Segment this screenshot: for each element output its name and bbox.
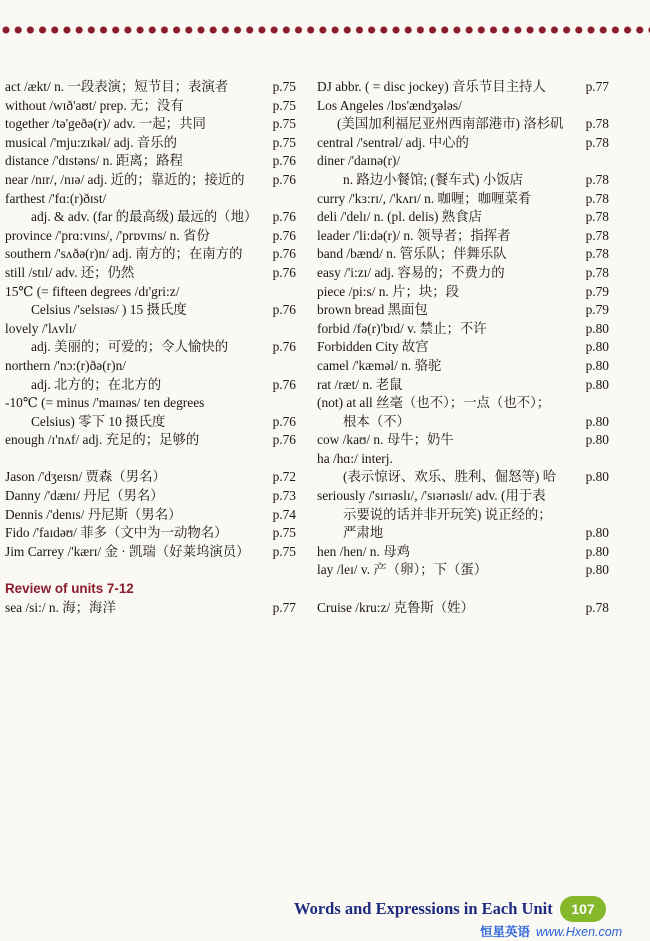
vocab-entry bbox=[5, 376, 296, 395]
vocab-entry bbox=[317, 431, 609, 450]
spacer-row bbox=[5, 561, 296, 580]
entry-text: Fido /'faɪdəʊ/ 菲多（文中为一动物名） bbox=[5, 525, 228, 541]
entry-page-ref: p.78 bbox=[585, 116, 609, 132]
entry-page-ref: p.79 bbox=[585, 302, 609, 318]
entry-text: 根本（不） bbox=[343, 413, 410, 429]
entry-text: 示要说的话并非开玩笑) 说正经的； bbox=[343, 506, 552, 522]
vocab-entry bbox=[5, 524, 296, 543]
entry-page-ref: p.78 bbox=[585, 227, 609, 243]
entry-page-ref: p.76 bbox=[272, 432, 296, 448]
entry-text: Dennis /'denɪs/ 丹尼斯（男名） bbox=[5, 506, 182, 522]
entry-text: distance /'dɪstəns/ n. 距离；路程 bbox=[5, 153, 183, 169]
entry-text: camel /'kæməl/ n. 骆驼 bbox=[317, 357, 442, 373]
right-word-column bbox=[317, 78, 609, 617]
entry-page-ref: p.76 bbox=[272, 171, 296, 187]
entry-page-ref: p.78 bbox=[585, 264, 609, 280]
vocab-entry bbox=[317, 394, 609, 413]
entry-text: lovely /'lʌvlɪ/ bbox=[5, 320, 77, 336]
entry-page-ref: p.78 bbox=[585, 171, 609, 187]
entry-text: act /ækt/ n. 一段表演；短节目；表演者 bbox=[5, 79, 229, 94]
entry-page-ref: p.78 bbox=[585, 134, 609, 150]
entry-text: near /nɪr/, /nɪə/ adj. 近的；靠近的；接近的 bbox=[5, 171, 245, 187]
entry-page-ref: p.73 bbox=[272, 488, 296, 504]
entry-page-ref: p.76 bbox=[272, 153, 296, 169]
entry-page-ref: p.80 bbox=[585, 543, 609, 559]
vocab-entry bbox=[317, 190, 609, 209]
entry-text: hen /hen/ n. 母鸡 bbox=[317, 543, 410, 559]
entry-text: (美国加利福尼亚州西南部港市) 洛杉矶 bbox=[337, 116, 564, 132]
entry-text: enough /ɪ'nʌf/ adj. 充足的；足够的 bbox=[5, 432, 200, 448]
entry-text: Jim Carrey /'kærɪ/ 金 · 凯瑞（好莱坞演员） bbox=[5, 543, 250, 559]
vocab-entry bbox=[317, 524, 609, 543]
vocab-entry bbox=[5, 394, 296, 413]
entry-text: Celsius /'selsɪəs/ ) 15 摄氏度 bbox=[31, 302, 187, 318]
vocab-entry bbox=[317, 450, 609, 469]
entry-text: Danny /'dænɪ/ 丹尼（男名） bbox=[5, 488, 164, 504]
vocab-entry bbox=[317, 227, 609, 246]
entry-page-ref: p.80 bbox=[585, 469, 609, 485]
entry-text: (表示惊讶、欢乐、胜利、倔怒等) 哈 bbox=[343, 469, 557, 485]
entry-page-ref: p.76 bbox=[272, 264, 296, 280]
spacer-row bbox=[317, 580, 609, 599]
entry-text: still /stɪl/ adv. 还；仍然 bbox=[5, 264, 135, 280]
vocab-entry bbox=[5, 115, 296, 134]
entry-text: 严肃地 bbox=[343, 525, 384, 541]
vocab-entry bbox=[5, 190, 296, 209]
entry-text: Los Angeles /lɒs'ændʒələs/ bbox=[317, 97, 462, 113]
entry-page-ref: p.76 bbox=[272, 209, 296, 225]
entry-page-ref: p.76 bbox=[272, 246, 296, 262]
vocab-entry bbox=[317, 97, 609, 116]
entry-page-ref: p.76 bbox=[272, 376, 296, 392]
left-word-column bbox=[5, 78, 296, 617]
entry-page-ref: p.77 bbox=[585, 79, 609, 94]
entry-text: musical /'mju:zɪkəl/ adj. 音乐的 bbox=[5, 134, 177, 150]
vocab-entry bbox=[5, 320, 296, 339]
vocab-entry bbox=[5, 264, 296, 283]
vocab-entry bbox=[5, 134, 296, 153]
vocab-entry bbox=[317, 78, 609, 97]
vocab-entry bbox=[5, 543, 296, 562]
vocab-entry bbox=[317, 320, 609, 339]
entry-page-ref: p.79 bbox=[585, 283, 609, 299]
vocab-entry bbox=[5, 357, 296, 376]
vocab-entry bbox=[5, 506, 296, 525]
entry-page-ref: p.75 bbox=[272, 134, 296, 150]
entry-page-ref: p.74 bbox=[272, 506, 296, 522]
entry-text: adj. & adv. (far 的最高级) 最远的（地） bbox=[31, 209, 258, 225]
vocab-entry bbox=[317, 301, 609, 320]
entry-text: sea /si:/ n. 海；海洋 bbox=[5, 599, 116, 615]
entry-text: deli /'delɪ/ n. (pl. delis) 熟食店 bbox=[317, 209, 482, 225]
vocab-entry bbox=[317, 208, 609, 227]
entry-text: Celsius) 零下 10 摄氏度 bbox=[31, 413, 166, 429]
entry-page-ref: p.75 bbox=[272, 116, 296, 132]
vocab-entry bbox=[317, 134, 609, 153]
entry-text: Cruise /kru:z/ 克鲁斯（姓） bbox=[317, 599, 474, 615]
entry-page-ref: p.80 bbox=[585, 320, 609, 336]
vocab-entry bbox=[317, 413, 609, 432]
entry-text: easy /'i:zɪ/ adj. 容易的；不费力的 bbox=[317, 264, 505, 280]
entry-text: band /bænd/ n. 管乐队；伴舞乐队 bbox=[317, 246, 507, 262]
entry-text: brown bread 黑面包 bbox=[317, 302, 428, 318]
section-heading: Review of units 7-12 bbox=[5, 581, 134, 597]
vocab-entry bbox=[317, 115, 609, 134]
section-heading-row bbox=[5, 580, 296, 599]
entry-page-ref: p.77 bbox=[272, 599, 296, 615]
entry-page-ref: p.80 bbox=[585, 357, 609, 373]
entry-text: curry /'kɜ:rɪ/, /'kʌrɪ/ n. 咖喱；咖喱菜肴 bbox=[317, 190, 532, 206]
entry-text: northern /'nɔ:(r)ðə(r)n/ bbox=[5, 357, 127, 373]
entry-text: Forbidden City 故宫 bbox=[317, 339, 429, 355]
vocab-entry bbox=[317, 599, 609, 618]
vocab-entry bbox=[5, 78, 296, 97]
vocab-entry bbox=[317, 171, 609, 190]
entry-text: DJ abbr. ( = disc jockey) 音乐节目主持人 bbox=[317, 79, 546, 94]
vocab-entry bbox=[5, 283, 296, 302]
entry-text: cow /kaʊ/ n. 母牛；奶牛 bbox=[317, 432, 454, 448]
entry-text: southern /'sʌðə(r)n/ adj. 南方的；在南方的 bbox=[5, 246, 243, 262]
entry-page-ref: p.76 bbox=[272, 227, 296, 243]
entry-text: without /wɪð'aʊt/ prep. 无；没有 bbox=[5, 97, 184, 113]
page-number-badge: 107 bbox=[560, 896, 606, 922]
entry-page-ref: p.80 bbox=[585, 562, 609, 578]
entry-page-ref: p.76 bbox=[272, 302, 296, 318]
entry-page-ref: p.78 bbox=[585, 599, 609, 615]
entry-text: central /'sentrəl/ adj. 中心的 bbox=[317, 134, 469, 150]
vocab-entry bbox=[5, 208, 296, 227]
entry-page-ref: p.76 bbox=[272, 413, 296, 429]
vocab-entry bbox=[5, 152, 296, 171]
vocab-entry bbox=[317, 283, 609, 302]
vocab-entry bbox=[5, 431, 296, 450]
vocab-entry bbox=[317, 338, 609, 357]
spacer-row bbox=[5, 450, 296, 469]
entry-page-ref: p.78 bbox=[585, 246, 609, 262]
entry-text: adj. 美丽的；可爱的；令人愉快的 bbox=[31, 339, 229, 355]
vocab-entry bbox=[317, 487, 609, 506]
vocab-entry bbox=[317, 245, 609, 264]
entry-page-ref: p.78 bbox=[585, 190, 609, 206]
entry-page-ref: p.75 bbox=[272, 525, 296, 541]
entry-text: piece /pi:s/ n. 片；块；段 bbox=[317, 283, 460, 299]
entry-text: n. 路边小餐馆; (餐车式) 小饭店 bbox=[343, 171, 524, 187]
entry-page-ref: p.75 bbox=[272, 97, 296, 113]
vocab-entry bbox=[5, 338, 296, 357]
entry-page-ref: p.80 bbox=[585, 376, 609, 392]
vocab-entry bbox=[5, 468, 296, 487]
entry-text: 15℃ (= fifteen degrees /dɪ'gri:z/ bbox=[5, 283, 180, 299]
vocab-entry bbox=[5, 97, 296, 116]
watermark bbox=[480, 922, 622, 940]
entry-text: province /'prɑ:vɪns/, /'prɒvɪns/ n. 省份 bbox=[5, 227, 210, 243]
vocab-entry bbox=[317, 357, 609, 376]
entry-text: together /tə'geðə(r)/ adv. 一起；共同 bbox=[5, 116, 206, 132]
entry-page-ref: p.80 bbox=[585, 432, 609, 448]
vocab-entry bbox=[317, 561, 609, 580]
entry-page-ref: p.80 bbox=[585, 339, 609, 355]
decorative-dot-border bbox=[0, 25, 650, 35]
entry-page-ref: p.75 bbox=[272, 543, 296, 559]
entry-text: leader /'li:də(r)/ n. 领导者；指挥者 bbox=[317, 227, 511, 243]
entry-page-ref: p.76 bbox=[272, 339, 296, 355]
vocab-entry bbox=[317, 543, 609, 562]
vocab-entry bbox=[5, 171, 296, 190]
vocab-entry bbox=[317, 264, 609, 283]
entry-page-ref: p.78 bbox=[585, 209, 609, 225]
entry-text: adj. 北方的；在北方的 bbox=[31, 376, 162, 392]
vocab-entry bbox=[5, 301, 296, 320]
vocab-entry bbox=[317, 152, 609, 171]
entry-page-ref: p.80 bbox=[585, 525, 609, 541]
entry-text: -10℃ (= minus /'maɪnəs/ ten degrees bbox=[5, 395, 205, 411]
vocab-entry bbox=[5, 599, 296, 618]
footer-title: Words and Expressions in Each Unit bbox=[294, 899, 553, 918]
vocab-entry bbox=[317, 506, 609, 525]
entry-text: Jason /'dʒeɪsn/ 贾森（男名） bbox=[5, 469, 166, 485]
entry-page-ref: p.75 bbox=[272, 79, 296, 94]
vocab-entry bbox=[5, 487, 296, 506]
vocab-entry bbox=[5, 227, 296, 246]
vocab-entry bbox=[317, 468, 609, 487]
entry-text: farthest /'fɑ:(r)ðɪst/ bbox=[5, 190, 107, 206]
entry-text: rat /ræt/ n. 老鼠 bbox=[317, 376, 403, 392]
entry-text: lay /leɪ/ v. 产（卵）；下（蛋） bbox=[317, 562, 488, 578]
entry-text: diner /'daɪnə(r)/ bbox=[317, 153, 401, 169]
watermark-url: www.Hxen.com bbox=[536, 925, 623, 939]
watermark-brand: 恒星英语 bbox=[480, 925, 531, 939]
entry-text: (not) at all 丝毫（也不）；一点（也不）； bbox=[317, 395, 551, 411]
entry-text: seriously /'sɪrɪəslɪ/, /'sɪərɪəslɪ/ adv. (用于表 bbox=[317, 488, 546, 504]
vocab-entry bbox=[5, 245, 296, 264]
entry-text: forbid /fə(r)'bɪd/ v. 禁止；不许 bbox=[317, 320, 487, 336]
entry-text: ha /hɑ:/ interj. bbox=[317, 450, 393, 466]
entry-page-ref: p.80 bbox=[585, 413, 609, 429]
entry-page-ref: p.72 bbox=[272, 469, 296, 485]
vocab-entry bbox=[317, 376, 609, 395]
vocab-entry bbox=[5, 413, 296, 432]
